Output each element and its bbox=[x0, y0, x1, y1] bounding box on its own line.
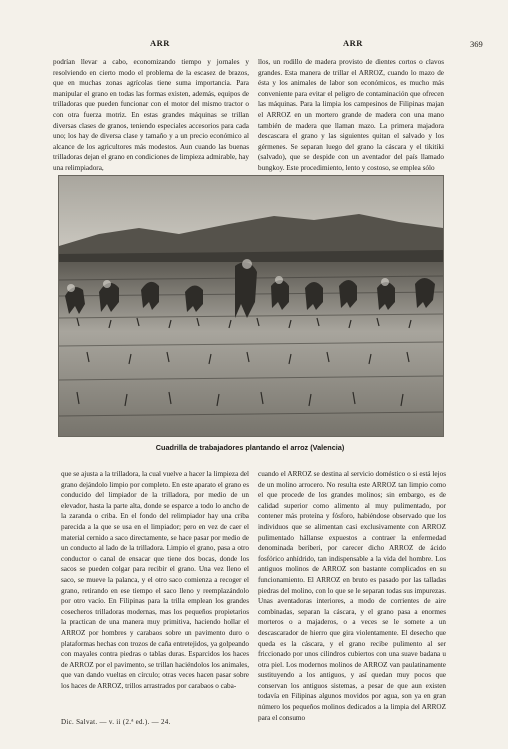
page-number: 369 bbox=[470, 39, 483, 49]
top-right-column bbox=[258, 57, 444, 172]
page-footer: Dic. Salvat. — v. ii (2.ª ed.). — 24. bbox=[61, 718, 171, 726]
top-left-paragraph: podrían llevar a cabo, economizando tiempo y jornales y resolviendo en cierto modo el problema de la escasez de brazos, que en muchas zonas agrícolas tiene suma importancia. Para manipular el grano en todas las formas existen, además, equipos de trilladoras que pueden funcionar con el motor del mismo tractor o con otra fuerza motriz. En estas grandes máquinas se trillan diversas clases de granos, teniendo especiales accesorios para cada uno; los hay de diversa clase y tamaño y a un precio económico al alcance de los agricultores más modestos. Aun cuando las buenas trilladoras dejan el grano en condiciones de limpieza admirable, hay una relimpiadora, bbox=[53, 58, 249, 172]
rice-planting-photograph bbox=[58, 175, 444, 437]
bottom-left-paragraph: que se ajusta a la trilladora, la cual vuelve a hacer la limpieza del grano dejándolo limpio por completo. En este aparato el grano es conducido del limpiador de la trilladora, por medio de un elevador, hasta la parte alta, donde se esparce a todo lo ancho de la zaranda o criba. En el fondo del relimpiador hay una criba parecida a la que se usa en el limpiador; pero en vez de caer el material cernido a saco directamente, se hace pasar por medio de un conducto al lado de la trilladora. Limpio el grano, pasa a otro conductor o canal de ensacar que tiene dos bocas, donde los sacos se pueden colgar para recibir el grano. Una vez lleno el saco, se mueve la palanca, y el otro saco comienza a recoger el grano, retirando en ese tiempo el saco lleno y reemplazándolo por otro vacío. En Filipinas para la trilla emplean los grandes cosecheros trilladoras modernas, mas los pequeños propietarios la practican de una manera muy primitiva, haciendo hollar el ARROZ por hombres y carabaos sobre un pavimento duro o plataformas hechas con trozos de caña entretejidos, ya golpeando con mayales contra piedras o tablas duras. Esparcidos los haces de ARROZ por el pavimento, se trillan haciéndolos los animales, que van dando vueltas en círculo; otras veces hacen pasar sobre los haces de ARROZ, trillos arrastrados por carabaos o caba- bbox=[61, 470, 249, 690]
bottom-right-paragraph: cuando el ARROZ se destina al servicio doméstico o si está lejos de un molino arrocero. No resulta este ARROZ tan limpio como el que procede de los grandes molinos; sin embargo, es de calidad superior como alimento al muy pulimentado, por contener más proteína y fósforo, habiéndose observado que los individuos que se alimentan casi exclusivamente con ARROZ pulimentado hállanse expuestos a contraer la enfermedad denominada beriberi, por carecer dicho ARROZ de ácido fosfórico anhídrido, tan indispensable a la vida del hombre. Los antiguos molinos de ARROZ son bastante complicados en su funcionamiento. El ARROZ en bruto es pasado por las talladas piedras del molino, con lo que se le separan todas sus impurezas. Unas aventadoras interiores, a modo de corrientes de aire combinadas, separan la cáscara, y el grano pasa a enormes morteros o a majaderos, o a veces se le somete a un descascarador de hierro que gira violentamente. El desecho que queda es la cáscara, y el grano recibe pulimento al ser friccionado por unos cilindros cubiertos con una suave badana u otra piel. Los modernos molinos de ARROZ van paulatinamente sustituyendo a los antiguos, y así quedan muy pocos que conservan los antiguos sistemas, a pesar de que aun existen todavía en Filipinas algunos movidos por agua, son ya en gran número los pequeños molinos dedicados a la limpia del ARROZ para el consumo bbox=[258, 470, 446, 722]
running-head-left: ARR bbox=[150, 38, 170, 48]
top-left-column bbox=[53, 57, 249, 172]
bottom-left-column bbox=[61, 469, 249, 714]
photo-caption: Cuadrilla de trabajadores plantando el arroz (Valencia) bbox=[155, 443, 345, 452]
bottom-right-column bbox=[258, 469, 446, 722]
running-head-right: ARR bbox=[343, 38, 363, 48]
top-right-paragraph: llos, un rodillo de madera provisto de dientes cortos o clavos grandes. Esta manera de trillar el ARROZ, cuando lo mazo de ésta y los animales de labor son económicos, es mucho más conveniente para evitar el peligro de contaminación que ofrecen las máquinas. Para la limpia los campesinos de Filipinas majan el ARROZ en un mortero grande de madera con una mano también de madera que llaman mazo. La primera majadora descascara el grano y las siguientes quitan el salvado y los gérmenes. Se separan luego del grano la cáscara y el tikitiki (salvado), que se despide con un aventador del país llamado bungkoy. Este procedimiento, lento y costoso, se emplea sólo bbox=[258, 58, 444, 172]
